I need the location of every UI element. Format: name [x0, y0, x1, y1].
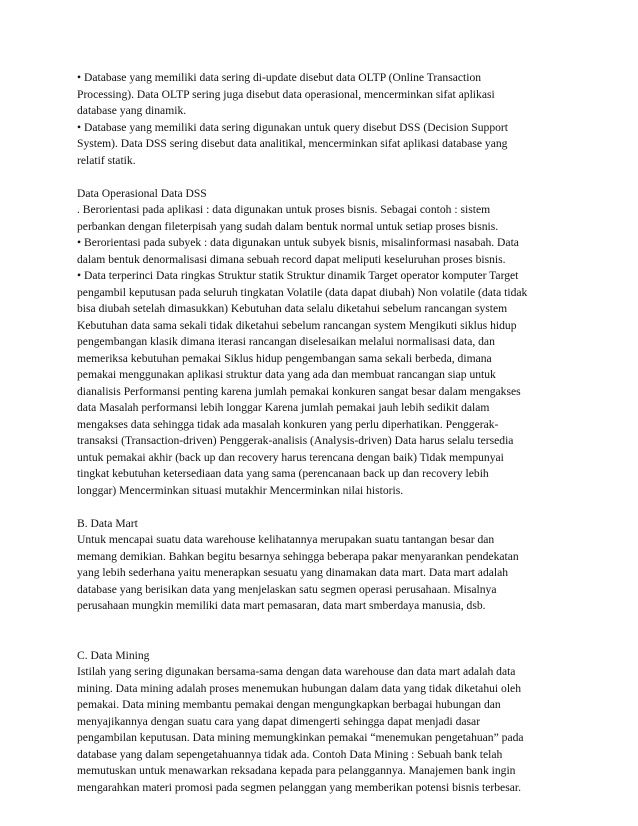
text-line: memutuskan untuk menawarkan reksadana kepada para pelanggannya. Manajemen bank ingin: [77, 764, 516, 777]
text-line: mengakses data sehingga tidak ada masalah konkuren yang perlu diperhatikan. Penggerak-: [77, 417, 499, 431]
text-line: Kebutuhan data sama sekali tidak diketahui sebelum rancangan system Mengikuti siklus hidup: [77, 318, 517, 332]
text-line: perusahaan mungkin memiliki data mart pemasaran, data mart smberdaya manusia, dsb.: [77, 599, 486, 612]
text-line: pemakai menggunakan aplikasi struktur data yang ada dan membuat rancangan siap untuk: [77, 368, 496, 381]
text-line: . Berorientasi pada aplikasi : data digunakan untuk proses bisnis. Sebagai contoh : sistem: [77, 203, 491, 216]
text-line: bisa diubah setelah dimasukkan) Kebutuhan data selalu diketahui sebelum rancangan system: [77, 302, 508, 315]
text-line: pengembangan klasik dimana iterasi rancangan diselesaikan melalui normalisasi data, dan: [77, 335, 495, 348]
text-line: untuk pemakai akhir (back up dan recovery harus terencana dengan baik) Tidak mempunyai: [77, 450, 504, 464]
text-line: yang lebih sederhana yaitu menerapkan sesuatu yang dinamakan data mart. Data mart adalah: [77, 566, 509, 579]
text-line: mengarahkan materi promosi pada segmen pelanggan yang memberikan potensi bisnis terbesar.: [77, 780, 521, 794]
text-line: database yang dalam sepengetahuannya tidak ada. Contoh Data Mining : Sebuah bank telah: [77, 747, 503, 761]
text-line: menyajikannya dengan suatu cara yang dapat dimengerti sehingga dapat menjadi dasar: [77, 714, 481, 728]
text-line: mining. Data mining adalah proses menemukan hubungan dalam data yang tidak diketahui oleh: [77, 681, 521, 695]
text-line: System). Data DSS sering disebut data analitikal, mencerminkan sifat aplikasi database yang: [77, 137, 508, 150]
text-line: tingkat kebutuhan ketersediaan data yang sama (perencanaan back up dan recovery lebih: [77, 467, 489, 480]
text-line: transaksi (Transaction-driven) Penggerak-analisis (Analysis-driven) Data harus selalu tersedia: [77, 434, 514, 447]
text-line: • Berorientasi pada subyek : data digunakan untuk subyek bisnis, misalinformasi nasabah. Data: [77, 236, 519, 249]
text-line: data Masalah performansi lebih longgar Karena jumlah pemakai jauh lebih sedikit dalam: [77, 401, 490, 414]
section-heading-operasional: Data Operasional Data DSS: [77, 186, 207, 200]
paragraph-spacer: [77, 499, 567, 516]
text-line: Processing). Data OLTP sering juga disebut data operasional, mencerminkan sifat aplikasi: [77, 87, 495, 101]
section-heading-data-mining: C. Data Mining: [77, 648, 150, 662]
text-line: pengambil keputusan pada seluruh tingkatan Volatile (data dapat diubah) Non volatile (data tidak: [77, 285, 528, 299]
text-line: • Data terperinci Data ringkas Struktur statik Struktur dinamik Target operator komputer Target: [77, 269, 519, 282]
text-line: pemakai. Data mining membantu pemakai dengan mengungkapkan berbagai hubungan dan: [77, 698, 501, 711]
paragraph-spacer: [77, 169, 567, 186]
text-line: • Database yang memiliki data sering di-update disebut data OLTP (Online Transaction: [77, 71, 482, 84]
document-page: [77, 70, 567, 796]
paragraph-data-mining: [77, 648, 567, 797]
paragraph-data-mart: [77, 516, 567, 615]
text-line: perbankan dengan fileterpisah yang sudah dalam bentuk normal untuk setiap proses bisnis.: [77, 219, 499, 233]
text-line: longgar) Mencerminkan situasi mutakhir Mencerminkan nilai historis.: [77, 483, 404, 497]
text-line: memeriksa kebutuhan pemakai Siklus hidup pengembangan sama sekali berbeda, dimana: [77, 351, 492, 365]
text-line: Untuk mencapai suatu data warehouse kelihatannya merupakan suatu tantangan besar dan: [77, 533, 495, 546]
paragraph-spacer: [77, 615, 567, 648]
text-line: dalam bentuk denormalisasi dimana sebuah record dapat meliputi keseluruhan proses bisnis.: [77, 252, 506, 266]
paragraph-oltp-dss: [77, 70, 567, 169]
text-line: database yang dinamik.: [77, 104, 187, 117]
paragraph-data-operasional: [77, 186, 567, 500]
text-line: dianalisis Performansi penting karena jumlah pemakai konkuren sangat besar dalam mengakses: [77, 384, 521, 398]
text-line: pengambilan keputusan. Data mining memungkinkan pemakai “menemukan pengetahuan” pada: [77, 731, 524, 744]
text-line: database yang berisikan data yang menjelaskan satu segmen operasi perusahaan. Misalnya: [77, 582, 497, 596]
section-heading-data-mart: B. Data Mart: [77, 516, 138, 530]
text-line: • Database yang memiliki data sering digunakan untuk query disebut DSS (Decision Support: [77, 120, 509, 134]
text-line: relatif statik.: [77, 153, 136, 167]
text-line: memang demikian. Bahkan begitu besarnya sehingga beberapa pakar menyarankan pendekatan: [77, 549, 519, 563]
text-line: Istilah yang sering digunakan bersama-sama dengan data warehouse dan data mart adalah data: [77, 665, 516, 678]
